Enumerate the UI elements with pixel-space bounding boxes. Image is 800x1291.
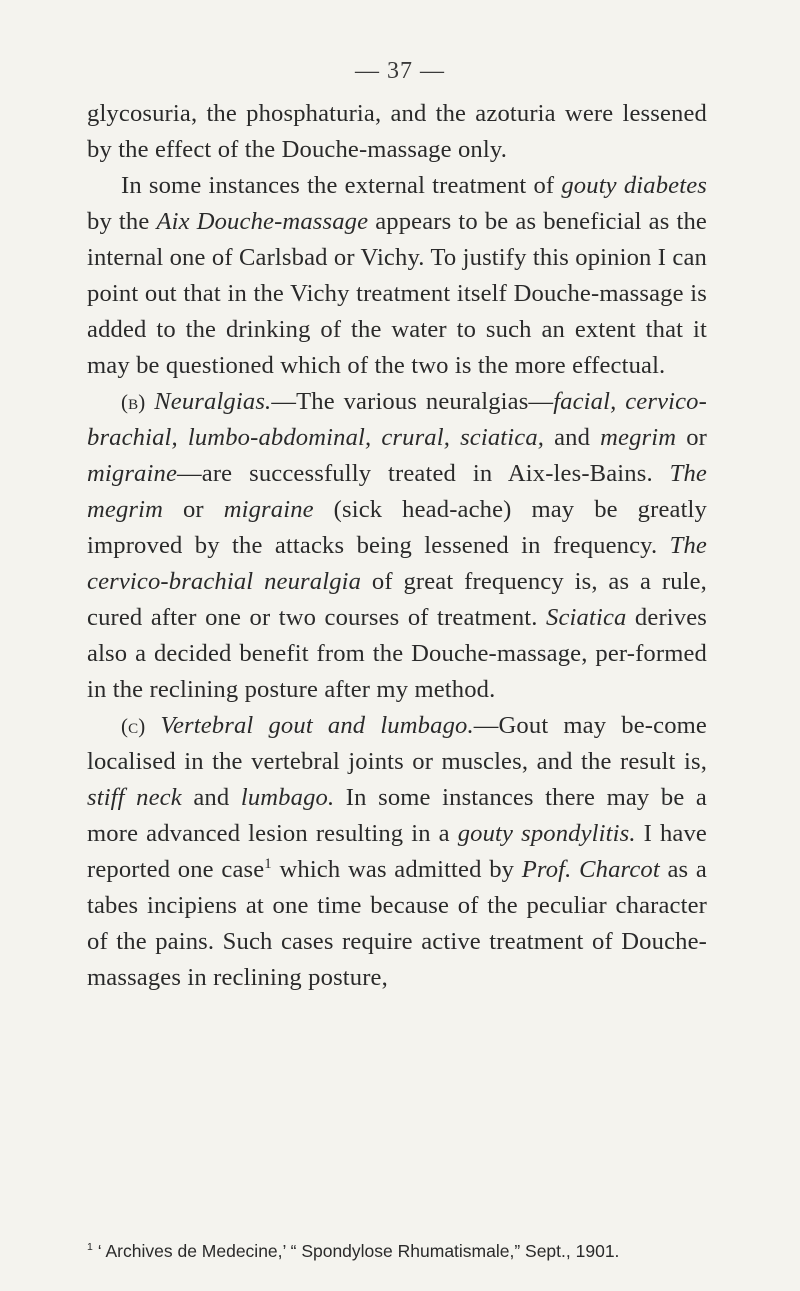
section-label-c: (c) [121, 714, 146, 738]
section-heading-neuralgias: Neuralgias. [154, 388, 272, 415]
section-heading-vertebral-gout: Vertebral gout and lumbago. [160, 712, 474, 739]
body-text [87, 96, 707, 996]
footnote-reference[interactable]: 1 [264, 855, 272, 872]
section-label-b: (b) [121, 390, 146, 414]
paragraph-2: In some instances the external treatment of gouty diabetes by the Aix Douche-massage appears to be as beneficial as the internal one of Carlsbad or Vichy. To justify this opinion I can point out that in the Vichy treatment itself Douche-massage is added to the drinking of the water to such an extent that it may be questioned which of the two is the more effectual. [87, 172, 708, 379]
footnote [87, 1239, 707, 1263]
footnote-mark: 1 [87, 1241, 93, 1254]
paragraph-vertebral-gout: (c) Vertebral gout and lumbago.—Gout may be-come localised in the vertebral joints or muscles, and the result is, stiff neck and lumbago. In some instances there may be a more advanced lesion resulting in a gouty spondylitis. I have reported one case$^1$ which was admitted by Prof. Charcot as a tabes incipiens at one time because of the peculiar character of the pains. Such cases require active treatment of Douche-massages in reclining posture, [87, 712, 707, 991]
paragraph-neuralgias: (b) Neuralgias.—The various neuralgias—facial, cervico-brachial, lumbo-abdominal, crural, sciatica, and megrim or migraine—are successfully treated in Aix-les-Bains. The megrim or migraine (sick head-ache) may be greatly improved by the attacks being lessened in frequency. The cervico-brachial neuralgia of great frequency is, as a rule, cured after one or two courses of treatment. Sciatica derives also a decided benefit from the Douche-massage, per-formed in the reclining posture after my method. [87, 388, 707, 703]
page-number: — 37 — [355, 58, 445, 84]
footnote-text: ‘ Archives de Medecine,’ “ Spondylose Rhumatismale,” Sept., 1901. [92, 1241, 620, 1261]
paragraph-1: glycosuria, the phosphaturia, and the azoturia were lessened by the effect of the Douche-massage only. [87, 100, 707, 163]
